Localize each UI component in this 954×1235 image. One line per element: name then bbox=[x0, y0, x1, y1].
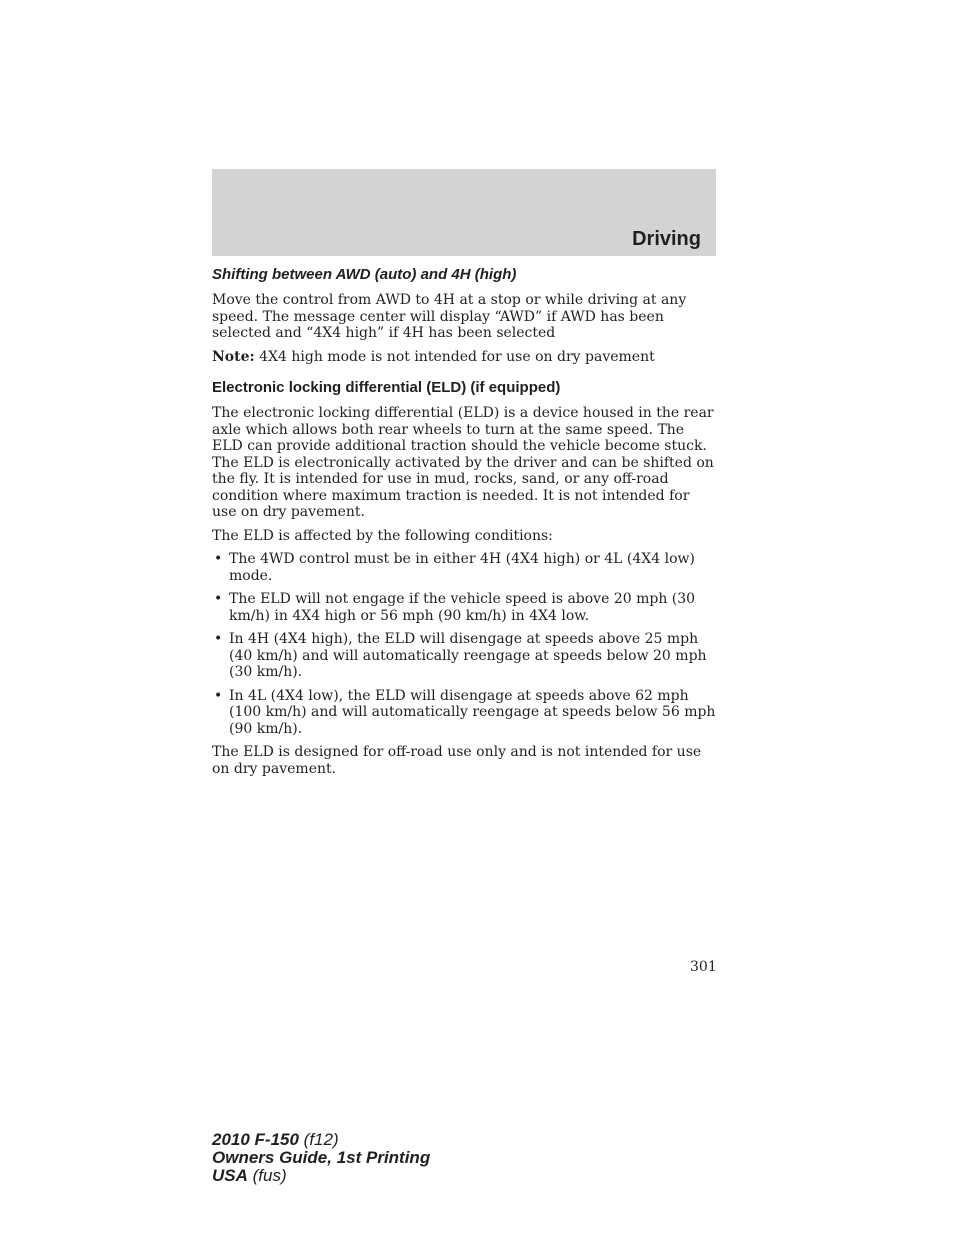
list-item bbox=[212, 591, 716, 624]
document-footer bbox=[212, 1131, 430, 1185]
bullet-icon: • bbox=[214, 551, 223, 567]
bullet-icon: • bbox=[214, 687, 223, 704]
footer-market: USA bbox=[212, 1166, 248, 1185]
footer-model-code: (f12) bbox=[298, 1130, 339, 1149]
awd-4h-note bbox=[212, 349, 716, 366]
note-label: Note: bbox=[212, 348, 255, 365]
eld-conditions-lead: The ELD is affected by the following conditions: bbox=[212, 527, 553, 544]
page-number: 301 bbox=[690, 959, 717, 975]
list-item bbox=[212, 688, 716, 738]
eld-closing: The ELD is designed for off-road use only and is not intended for use on dry pavement. bbox=[212, 744, 702, 777]
awd-4h-heading: Shifting between AWD (auto) and 4H (high) bbox=[212, 266, 517, 283]
list-item-text: The 4WD control must be in either 4H (4X4 high) or 4L (4X4 low) mode. bbox=[229, 551, 695, 584]
bullet-icon: • bbox=[214, 591, 223, 607]
bullet-icon: • bbox=[214, 631, 223, 647]
list-item bbox=[212, 551, 716, 584]
note-text: 4X4 high mode is not intended for use on dry pavement bbox=[254, 348, 655, 365]
footer-line-edition: Owners Guide, 1st Printing bbox=[212, 1148, 431, 1167]
section-title: Driving bbox=[632, 228, 701, 250]
eld-conditions-list bbox=[212, 551, 716, 737]
section-header-band bbox=[212, 169, 716, 256]
eld-intro: The electronic locking differential (ELD) is a device housed in the rear axle which allows both rear wheels to turn at the same speed. The ELD can provide additional traction should the vehicle become stuck. The ELD is electronically activated by the driver and can be shifted on the fly. It is intended for use in mud, rocks, sand, or any off-road condition where maximum traction is needed. It is not intended for use on dry pavement. bbox=[212, 405, 714, 520]
footer-line-model bbox=[212, 1131, 430, 1149]
footer-model: 2010 F-150 bbox=[212, 1130, 299, 1149]
page-content bbox=[212, 266, 716, 784]
footer-market-code: (fus) bbox=[247, 1166, 287, 1185]
list-item bbox=[212, 631, 716, 681]
list-item-text: The ELD will not engage if the vehicle speed is above 20 mph (30 km/h) in 4X4 high or 56 mph (90 km/h) in 4X4 low. bbox=[229, 591, 696, 624]
list-item-text: In 4H (4X4 high), the ELD will disengage at speeds above 25 mph (40 km/h) and will automatically reengage at speeds below 20 mph (30 km/h). bbox=[229, 631, 707, 680]
footer-line-market bbox=[212, 1167, 430, 1185]
awd-4h-body: Move the control from AWD to 4H at a stop or while driving at any speed. The message center will display “AWD” if AWD has been selected and “4X4 high” if 4H has been selected bbox=[212, 292, 687, 341]
eld-heading: Electronic locking differential (ELD) (if equipped) bbox=[212, 379, 561, 396]
list-item-text: In 4L (4X4 low), the ELD will disengage at speeds above 62 mph (100 km/h) and will automatically reengage at speeds below 56 mph (90 km/h). bbox=[229, 687, 716, 737]
